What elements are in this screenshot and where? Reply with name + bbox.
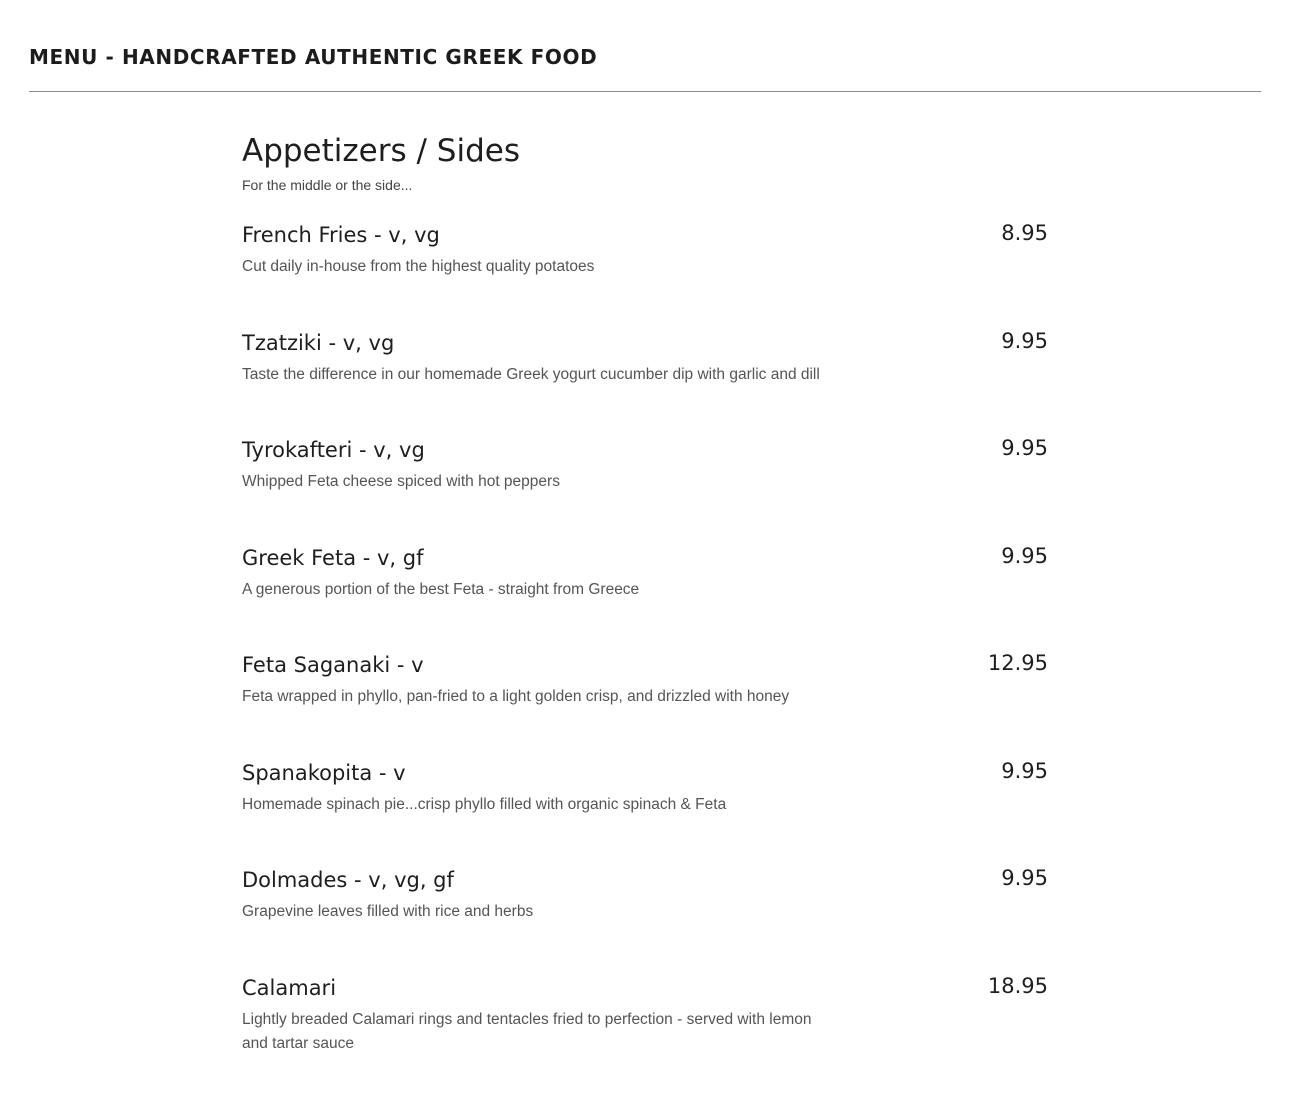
- section-title: Appetizers / Sides: [242, 133, 520, 169]
- menu-item: [242, 433, 1048, 541]
- menu-item-price: 9.95: [1001, 543, 1048, 568]
- menu-item-name: Calamari: [242, 975, 337, 1000]
- menu-item: [242, 218, 1048, 326]
- menu-section-appetizers: [242, 130, 1048, 1052]
- menu-item-price: 9.95: [1001, 328, 1048, 353]
- menu-item: [242, 756, 1048, 864]
- menu-item: [242, 971, 1048, 1079]
- menu-item-price: 18.95: [987, 973, 1048, 998]
- menu-item: [242, 541, 1048, 649]
- section-subtitle: For the middle or the side...: [242, 177, 413, 193]
- menu-item-name: Dolmades - v, vg, gf: [242, 868, 454, 892]
- menu-item-price: 9.95: [1001, 436, 1048, 460]
- page-title: MENU - HANDCRAFTED AUTHENTIC GREEK FOOD: [29, 45, 598, 69]
- menu-item-description: Grapevine leaves filled with rice and herbs: [242, 903, 534, 920]
- menu-item-description: Taste the difference in our homemade Greek yogurt cucumber dip with garlic and dill: [242, 365, 820, 383]
- menu-item-name: Feta Saganaki - v: [242, 653, 424, 677]
- menu-item: [242, 648, 1048, 756]
- menu-item-name: Tyrokafteri - v, vg: [242, 438, 425, 462]
- menu-item-price: 8.95: [1001, 221, 1048, 245]
- menu-item-description: Whipped Feta cheese spiced with hot peppers: [242, 473, 560, 490]
- menu-item-description: A generous portion of the best Feta - straight from Greece: [242, 580, 640, 598]
- menu-item-description: Lightly breaded Calamari rings and tentacles fried to perfection - served with lemon and tartar sauce: [242, 1010, 812, 1052]
- menu-item-name: Tzatziki - v, vg: [242, 330, 395, 355]
- menu-item-price: 12.95: [987, 651, 1048, 675]
- menu-item-name: Greek Feta - v, gf: [242, 545, 424, 570]
- menu-item: [242, 863, 1048, 971]
- menu-item-description: Feta wrapped in phyllo, pan-fried to a light golden crisp, and drizzled with honey: [242, 688, 790, 705]
- menu-item-price: 9.95: [1001, 866, 1048, 890]
- menu-item-price: 9.95: [1001, 758, 1048, 783]
- menu-item-name: French Fries - v, vg: [242, 223, 440, 247]
- menu-item: [242, 326, 1048, 434]
- menu-item-name: Spanakopita - v: [242, 760, 406, 785]
- menu-item-list: [242, 218, 1048, 1078]
- menu-item-description: Cut daily in-house from the highest quality potatoes: [242, 258, 595, 275]
- page-header: [29, 42, 1261, 92]
- menu-item-description: Homemade spinach pie...crisp phyllo filled with organic spinach & Feta: [242, 795, 727, 813]
